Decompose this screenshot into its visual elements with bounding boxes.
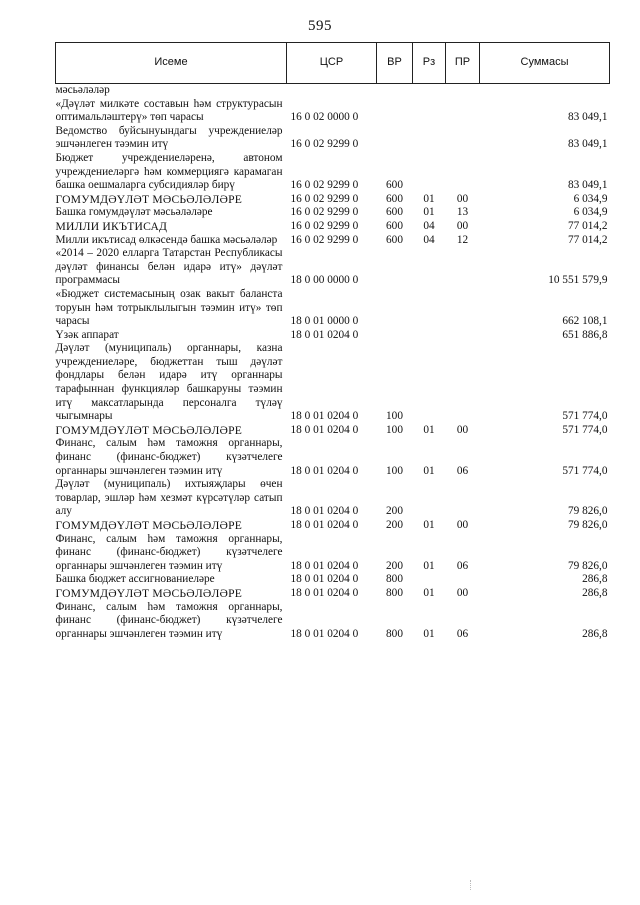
cell-csr: 18 0 01 0204 0 bbox=[290, 573, 359, 586]
page-number: 595 bbox=[308, 18, 332, 34]
cell-name: Башка гомумдәүләт мәсьәләләре bbox=[55, 206, 213, 219]
cell-sum: 83 049,1 bbox=[567, 179, 608, 192]
cell-name: мәсьәләләр bbox=[55, 84, 110, 96]
table-row bbox=[56, 519, 610, 533]
cell-vr bbox=[377, 329, 413, 343]
cell-pr: 06 bbox=[456, 559, 469, 572]
table-row bbox=[56, 247, 610, 288]
table-row bbox=[56, 424, 610, 438]
cell-rz: 01 bbox=[423, 464, 435, 477]
cell-vr: 100 bbox=[386, 423, 403, 436]
cell-pr bbox=[446, 329, 480, 343]
cell-csr: 18 0 01 0204 0 bbox=[290, 586, 359, 599]
header-name: Исеме bbox=[56, 43, 287, 84]
header-pr: ПР bbox=[446, 43, 480, 84]
table-row bbox=[56, 220, 610, 234]
header-vr: ВР bbox=[377, 43, 413, 84]
cell-name: Финанс, салым һәм таможня органнары, финанс (финанс-бюджет) күзәтчелеге органнары эшчәнлеген тәэмин итү bbox=[55, 532, 283, 572]
cell-rz bbox=[413, 329, 446, 343]
cell-pr: 00 bbox=[456, 423, 469, 436]
cell-sum: 286,8 bbox=[582, 573, 608, 586]
cell-vr bbox=[377, 288, 413, 329]
cell-rz: 01 bbox=[423, 519, 435, 531]
table-row bbox=[56, 125, 610, 152]
cell-pr: 00 bbox=[456, 219, 469, 232]
cell-name: ГОМУМДӘҮЛӘТ МӘСЬӘЛӘЛӘРЕ bbox=[55, 423, 243, 437]
cell-pr bbox=[446, 125, 480, 152]
cell-sum: 571 774,0 bbox=[562, 464, 608, 477]
cell-name: МИЛЛИ ИКЪТИСАД bbox=[55, 219, 168, 233]
cell-rz: 01 bbox=[423, 586, 435, 599]
cell-sum: 6 034,9 bbox=[573, 206, 608, 219]
cell-name: Ведомство буйсынуындагы учреждениеләр эшчәнлеген тәэмин итү bbox=[55, 124, 283, 151]
cell-pr: 12 bbox=[456, 233, 469, 246]
table-row bbox=[56, 288, 610, 329]
cell-vr bbox=[377, 84, 413, 98]
cell-csr: 18 0 01 0204 0 bbox=[290, 410, 359, 423]
cell-sum: 571 774,0 bbox=[562, 410, 608, 423]
table-row bbox=[56, 206, 610, 220]
cell-name: Милли икътисад өлкәсендә башка мәсьәләләр bbox=[55, 233, 278, 246]
cell-csr: 18 0 01 0204 0 bbox=[290, 519, 359, 531]
cell-pr bbox=[446, 152, 480, 193]
cell-name: ГОМУМДӘҮЛӘТ МӘСЬӘЛӘЛӘРЕ bbox=[55, 192, 243, 206]
cell-rz: 01 bbox=[423, 192, 435, 205]
cell-csr: 16 0 02 9299 0 bbox=[290, 192, 359, 205]
cell-sum: 79 826,0 bbox=[567, 559, 608, 572]
table-row bbox=[56, 601, 610, 642]
table-row bbox=[56, 573, 610, 587]
cell-pr bbox=[446, 84, 480, 98]
cell-name: ГОМУМДӘҮЛӘТ МӘСЬӘЛӘЛӘРЕ bbox=[55, 586, 243, 600]
budget-table bbox=[55, 42, 610, 641]
table-row bbox=[56, 234, 610, 248]
cell-sum: 83 049,1 bbox=[567, 111, 608, 124]
table-header bbox=[56, 43, 610, 84]
cell-rz bbox=[413, 342, 446, 424]
cell-name: Дәүләт (муниципаль) органнары, казна учреждениеләре, бюджеттан тыш дәүләт фондлары белән идарә итү органнары тарафыннан функцияләр башкаруны тәэмин итү максатларында персоналга түләү чыгымнары bbox=[55, 342, 283, 423]
cell-csr: 16 0 02 9299 0 bbox=[290, 233, 359, 246]
cell-sum: 651 886,8 bbox=[562, 328, 608, 341]
cell-rz: 01 bbox=[423, 206, 435, 219]
cell-vr bbox=[377, 247, 413, 288]
cell-rz: 01 bbox=[423, 423, 435, 436]
cell-rz: 04 bbox=[423, 233, 435, 246]
cell-csr: 18 0 01 0204 0 bbox=[290, 464, 359, 477]
cell-rz bbox=[413, 84, 446, 98]
table-body bbox=[56, 84, 610, 642]
cell-sum: 571 774,0 bbox=[562, 423, 608, 436]
cell-csr: 16 0 02 9299 0 bbox=[290, 206, 359, 219]
table-row bbox=[56, 329, 610, 343]
cell-name: Бюджет учреждениеләренә, автоном учреждениеләргә һәм коммерциягә карамаган башка оешмаларга субсидияләр бирү bbox=[55, 151, 283, 192]
table-row bbox=[56, 587, 610, 601]
table-row bbox=[56, 533, 610, 574]
cell-csr: 16 0 02 0000 0 bbox=[290, 111, 359, 124]
cell-name: ГОМУМДӘҮЛӘТ МӘСЬӘЛӘЛӘРЕ bbox=[55, 519, 243, 532]
cell-rz: 01 bbox=[423, 627, 435, 640]
cell-vr bbox=[377, 98, 413, 125]
cell-name: Дәүләт (муниципаль) ихтыяҗлары өчен товарлар, эшләр һәм хезмәт күрсәтүләр сатып алу bbox=[55, 478, 283, 518]
cell-name: Башка бюджет ассигнованиеләре bbox=[55, 573, 215, 586]
cell-csr bbox=[287, 84, 377, 98]
cell-rz bbox=[413, 573, 446, 587]
table-row bbox=[56, 193, 610, 207]
cell-vr: 800 bbox=[386, 586, 403, 599]
header-sum: Суммасы bbox=[480, 43, 610, 84]
cell-sum: 662 108,1 bbox=[562, 315, 608, 328]
cell-rz bbox=[413, 288, 446, 329]
cell-vr: 200 bbox=[386, 505, 403, 518]
cell-sum bbox=[480, 84, 610, 98]
cell-csr: 16 0 02 9299 0 bbox=[290, 138, 359, 151]
cell-csr: 18 0 01 0000 0 bbox=[290, 315, 359, 328]
cell-sum: 286,8 bbox=[582, 627, 608, 640]
header-rz: Рз bbox=[413, 43, 446, 84]
cell-vr: 600 bbox=[386, 219, 403, 232]
table-row bbox=[56, 478, 610, 519]
cell-rz bbox=[413, 152, 446, 193]
cell-sum: 10 551 579,9 bbox=[548, 274, 608, 287]
cell-pr bbox=[446, 478, 480, 519]
cell-pr bbox=[446, 98, 480, 125]
cell-rz bbox=[413, 247, 446, 288]
cell-pr: 00 bbox=[456, 192, 469, 205]
cell-name: «Дәүләт милкәте составын һәм структурасын оптимальләштерү» төп чарасы bbox=[55, 97, 283, 124]
cell-rz bbox=[413, 98, 446, 125]
cell-sum: 77 014,2 bbox=[567, 233, 608, 246]
table-row bbox=[56, 342, 610, 424]
cell-sum: 79 826,0 bbox=[567, 505, 608, 518]
budget-table-container bbox=[55, 42, 609, 641]
cell-pr bbox=[446, 288, 480, 329]
cell-rz bbox=[413, 125, 446, 152]
cell-pr: 06 bbox=[456, 627, 469, 640]
cell-csr: 18 0 01 0204 0 bbox=[290, 505, 359, 518]
cell-vr: 100 bbox=[386, 464, 403, 477]
cell-vr: 600 bbox=[386, 179, 403, 192]
cell-sum: 286,8 bbox=[582, 586, 608, 599]
cell-vr: 800 bbox=[386, 573, 403, 586]
cell-rz: 04 bbox=[423, 219, 435, 232]
cell-sum: 77 014,2 bbox=[567, 219, 608, 232]
table-row bbox=[56, 98, 610, 125]
cell-rz bbox=[413, 478, 446, 519]
cell-csr: 18 0 01 0204 0 bbox=[290, 559, 359, 572]
cell-sum: 6 034,9 bbox=[573, 192, 608, 205]
cell-csr: 18 0 01 0204 0 bbox=[290, 627, 359, 640]
cell-pr bbox=[446, 573, 480, 587]
cell-vr bbox=[377, 125, 413, 152]
margin-mark bbox=[470, 880, 472, 890]
cell-csr: 16 0 02 9299 0 bbox=[290, 179, 359, 192]
cell-pr bbox=[446, 342, 480, 424]
cell-name: Финанс, салым һәм таможня органнары, финанс (финанс-бюджет) күзәтчелеге органнары эшчәнлеген тәэмин итү bbox=[55, 600, 283, 640]
cell-csr: 18 0 01 0204 0 bbox=[290, 423, 359, 436]
cell-rz: 01 bbox=[423, 559, 435, 572]
cell-vr: 600 bbox=[386, 206, 403, 219]
cell-pr: 00 bbox=[456, 519, 469, 531]
table-row bbox=[56, 152, 610, 193]
table-row bbox=[56, 84, 610, 98]
cell-name: «Бюджет системасының озак вакыт баланста торуын һәм тотрыклылыгын тәэмин итү» төп чарасы bbox=[55, 287, 283, 328]
cell-csr: 18 0 00 0000 0 bbox=[290, 274, 359, 287]
cell-sum: 83 049,1 bbox=[567, 138, 608, 151]
cell-pr: 00 bbox=[456, 586, 469, 599]
cell-sum: 79 826,0 bbox=[567, 519, 608, 531]
cell-vr: 800 bbox=[386, 627, 403, 640]
cell-csr: 16 0 02 9299 0 bbox=[290, 219, 359, 232]
cell-pr: 13 bbox=[456, 206, 469, 219]
cell-pr bbox=[446, 247, 480, 288]
cell-name: «2014 – 2020 елларга Татарстан Республикасы дәүләт финансы белән идарә итү» дәүләт программасы bbox=[55, 247, 283, 287]
cell-pr: 06 bbox=[456, 464, 469, 477]
header-csr: ЦСР bbox=[287, 43, 377, 84]
cell-name: Үзәк аппарат bbox=[55, 328, 119, 341]
cell-vr: 100 bbox=[386, 410, 403, 423]
cell-csr: 18 0 01 0204 0 bbox=[290, 328, 359, 341]
cell-vr: 600 bbox=[386, 233, 403, 246]
cell-vr: 600 bbox=[386, 192, 403, 205]
cell-vr: 200 bbox=[386, 559, 403, 572]
cell-name: Финанс, салым һәм таможня органнары, финанс (финанс-бюджет) күзәтчелеге органнары эшчәнлеген тәэмин итү bbox=[55, 437, 283, 477]
cell-vr: 200 bbox=[386, 519, 403, 531]
table-row bbox=[56, 437, 610, 478]
